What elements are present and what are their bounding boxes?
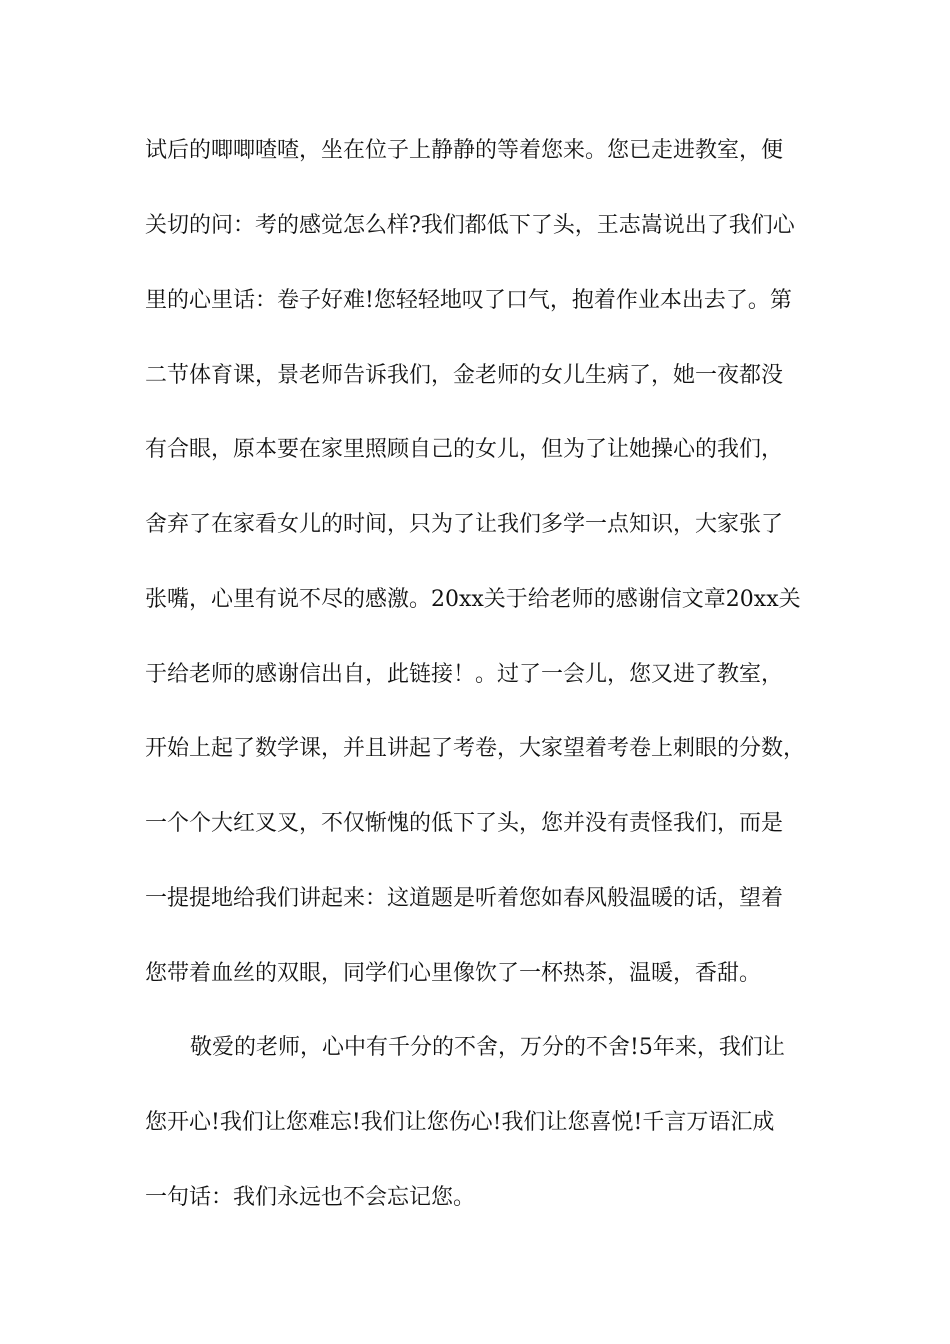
text-line: 一提提地给我们讲起来：这道题是听着您如春风般温暖的话，望着 (145, 886, 784, 911)
text-line: 一个个大红叉叉，不仅惭愧的低下了头，您并没有责怪我们，而是 (145, 811, 784, 836)
text-line: 里的心里话：卷子好难!您轻轻地叹了口气，抱着作业本出去了。第 (145, 288, 792, 313)
text-line: 张嘴，心里有说不尽的感激。20xx关于给老师的感谢信文章20xx关 (145, 587, 801, 612)
text-line: 关切的问：考的感觉怎么样?我们都低下了头，王志嵩说出了我们心 (145, 213, 795, 238)
text-line: 您开心!我们让您难忘!我们让您伤心!我们让您喜悦!千言万语汇成 (145, 1110, 775, 1135)
text-line: 您带着血丝的双眼，同学们心里像饮了一杯热茶，温暖，香甜。 (145, 961, 762, 986)
text-line: 二节体育课，景老师告诉我们，金老师的女儿生病了，她一夜都没 (145, 363, 784, 388)
text-line: 开始上起了数学课，并且讲起了考卷，大家望着考卷上刺眼的分数， (145, 736, 806, 761)
text-line: 舍弃了在家看女儿的时间，只为了让我们多学一点知识，大家张了 (145, 512, 784, 537)
text-line: 于给老师的感谢信出自，此链接！。过了一会儿，您又进了教室， (145, 662, 784, 687)
text-line: 有合眼，原本要在家里照顾自己的女儿，但为了让她操心的我们， (145, 437, 784, 462)
paragraph-first-line: 敬爱的老师，心中有千分的不舍，万分的不舍!5年来，我们让 (190, 1035, 785, 1060)
text-line: 一句话：我们永远也不会忘记您。 (145, 1185, 476, 1210)
text-line: 试后的唧唧喳喳，坐在位子上静静的等着您来。您已走进教室，便 (145, 138, 784, 163)
